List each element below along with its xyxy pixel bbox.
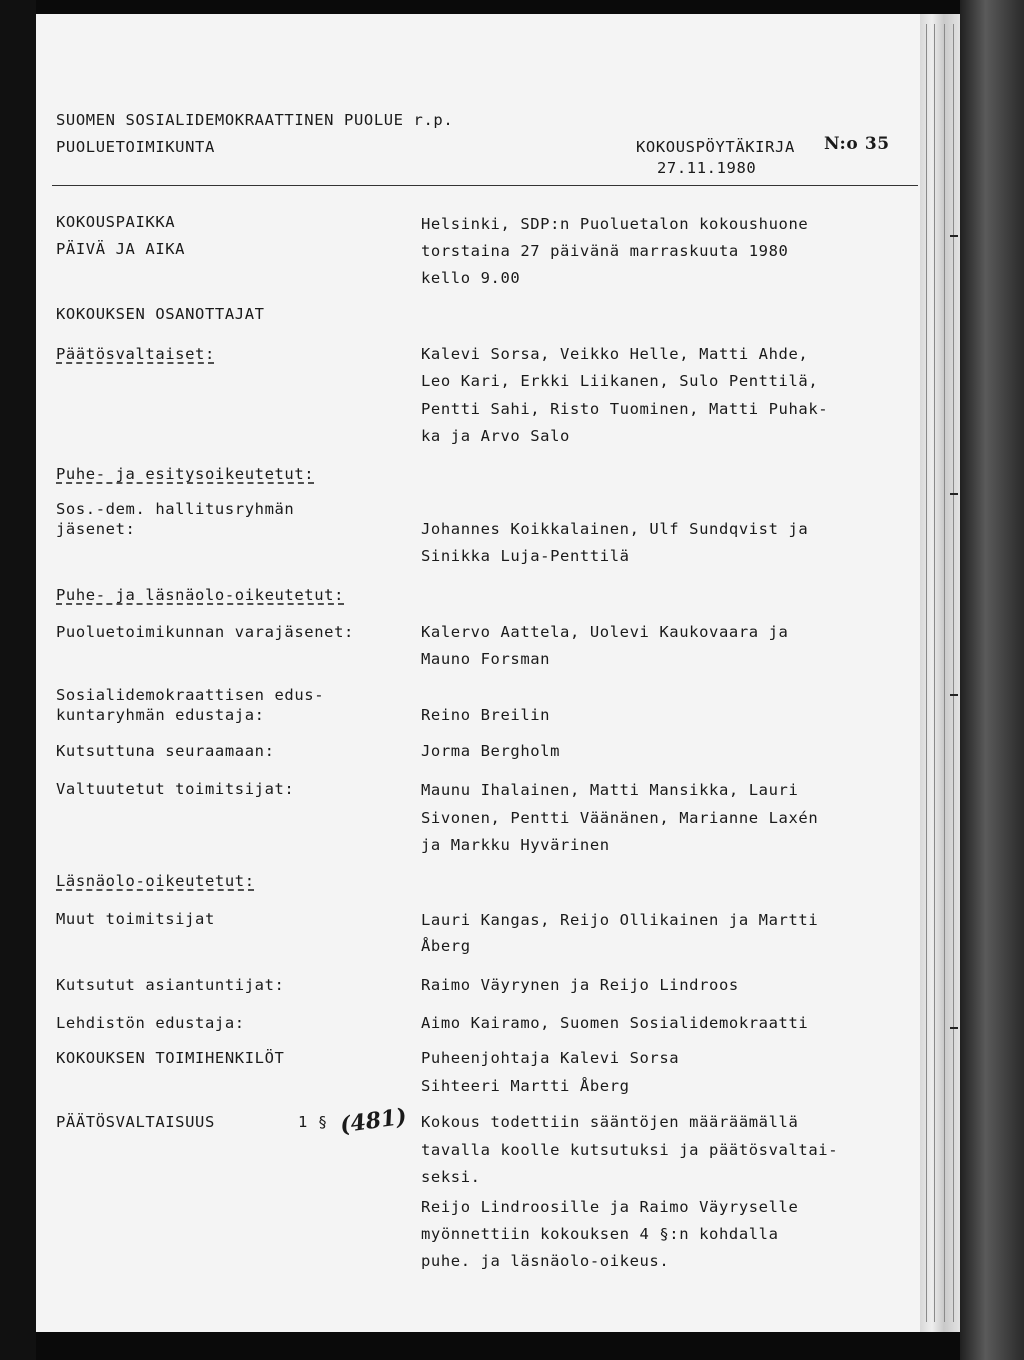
value-quorum-5: myönnettiin kokouksen 4 §:n kohdalla: [421, 1225, 779, 1243]
value-invited-next: Jorma Bergholm: [421, 742, 561, 760]
doc-date: 27.11.1980: [657, 159, 757, 177]
value-voting-2: Leo Kari, Erkki Liikanen, Sulo Penttilä,: [421, 372, 819, 390]
value-officials-2: Sivonen, Pentti Väänänen, Marianne Laxén: [421, 809, 819, 827]
value-voting-4: ka ja Arvo Salo: [421, 427, 570, 445]
label-functionaries: KOKOUKSEN TOIMIHENKILÖT: [56, 1049, 285, 1067]
scan-right-border: [960, 0, 1024, 1360]
value-press: Aimo Kairamo, Suomen Sosialidemokraatti: [421, 1014, 809, 1032]
margin-mark: [950, 1027, 958, 1029]
label-quorum: PÄÄTÖSVALTAISUUS: [56, 1113, 215, 1131]
value-functionaries-2: Sihteeri Martti Åberg: [421, 1077, 630, 1095]
value-other-officials-2: Åberg: [421, 937, 471, 955]
label-place: KOKOUSPAIKKA: [56, 213, 176, 231]
value-time-2: kello 9.00: [421, 269, 521, 287]
value-quorum-3: seksi.: [421, 1168, 481, 1186]
label-deputies: Puoluetoimikunnan varajäsenet:: [56, 623, 354, 641]
doc-type: KOKOUSPÖYTÄKIRJA: [636, 138, 795, 156]
section-number: 1 §: [298, 1113, 328, 1131]
value-voting-3: Pentti Sahi, Risto Tuominen, Matti Puhak-: [421, 400, 829, 418]
value-quorum-2: tavalla koolle kutsutuksi ja päätösvaltai-: [421, 1141, 839, 1159]
label-speech-motion: Puhe- ja esitysoikeutetut:: [56, 465, 315, 483]
value-experts: Raimo Väyrynen ja Reijo Lindroos: [421, 976, 739, 994]
label-parliament-2: kuntaryhmän edustaja:: [56, 706, 265, 724]
label-parliament-1: Sosialidemokraattisen edus-: [56, 686, 325, 704]
handwritten-page-note: (481): [338, 1103, 409, 1139]
margin-mark: [950, 235, 958, 237]
department: PUOLUETOIMIKUNTA: [56, 138, 215, 156]
label-voting: Päätösvaltaiset:: [56, 345, 215, 363]
value-gov-group-1: Johannes Koikkalainen, Ulf Sundqvist ja: [421, 520, 809, 538]
margin-mark: [950, 493, 958, 495]
value-quorum-6: puhe. ja läsnäolo-oikeus.: [421, 1252, 670, 1270]
value-parliament: Reino Breilin: [421, 706, 551, 724]
page-stack-edge: [920, 14, 960, 1332]
value-quorum-1: Kokous todettiin sääntöjen määräämällä: [421, 1113, 799, 1131]
value-gov-group-2: Sinikka Luja-Penttilä: [421, 547, 630, 565]
value-officials-3: ja Markku Hyvärinen: [421, 836, 610, 854]
label-invited-next: Kutsuttuna seuraamaan:: [56, 742, 275, 760]
value-quorum-4: Reijo Lindroosille ja Raimo Väyryselle: [421, 1198, 799, 1216]
label-press: Lehdistön edustaja:: [56, 1014, 245, 1032]
value-functionaries-1: Puheenjohtaja Kalevi Sorsa: [421, 1049, 680, 1067]
label-presence: Läsnäolo-oikeutetut:: [56, 872, 255, 890]
label-experts: Kutsutut asiantuntijat:: [56, 976, 285, 994]
label-gov-group-2: jäsenet:: [56, 520, 136, 538]
label-participants: KOKOUKSEN OSANOTTAJAT: [56, 305, 265, 323]
value-officials-1: Maunu Ihalainen, Matti Mansikka, Lauri: [421, 781, 799, 799]
value-voting-1: Kalevi Sorsa, Veikko Helle, Matti Ahde,: [421, 345, 809, 363]
value-time-1: torstaina 27 päivänä marraskuuta 1980: [421, 242, 789, 260]
value-deputies-2: Mauno Forsman: [421, 650, 551, 668]
margin-mark: [950, 694, 958, 696]
label-speech-presence: Puhe- ja läsnäolo-oikeutetut:: [56, 586, 345, 604]
document-page: [36, 14, 920, 1332]
label-time: PÄIVÄ JA AIKA: [56, 240, 186, 258]
scan-left-border: [0, 0, 36, 1360]
label-gov-group-1: Sos.-dem. hallitusryhmän: [56, 500, 295, 518]
label-officials: Valtuutetut toimitsijat:: [56, 780, 295, 798]
header-rule: [52, 185, 918, 186]
value-place: Helsinki, SDP:n Puoluetalon kokoushuone: [421, 215, 809, 233]
org-name: SUOMEN SOSIALIDEMOKRAATTINEN PUOLUE r.p.: [56, 111, 454, 129]
doc-number: N:o 35: [824, 134, 890, 154]
value-deputies-1: Kalervo Aattela, Uolevi Kaukovaara ja: [421, 623, 789, 641]
value-other-officials-1: Lauri Kangas, Reijo Ollikainen ja Martti: [421, 911, 819, 929]
label-other-officials: Muut toimitsijat: [56, 910, 215, 928]
